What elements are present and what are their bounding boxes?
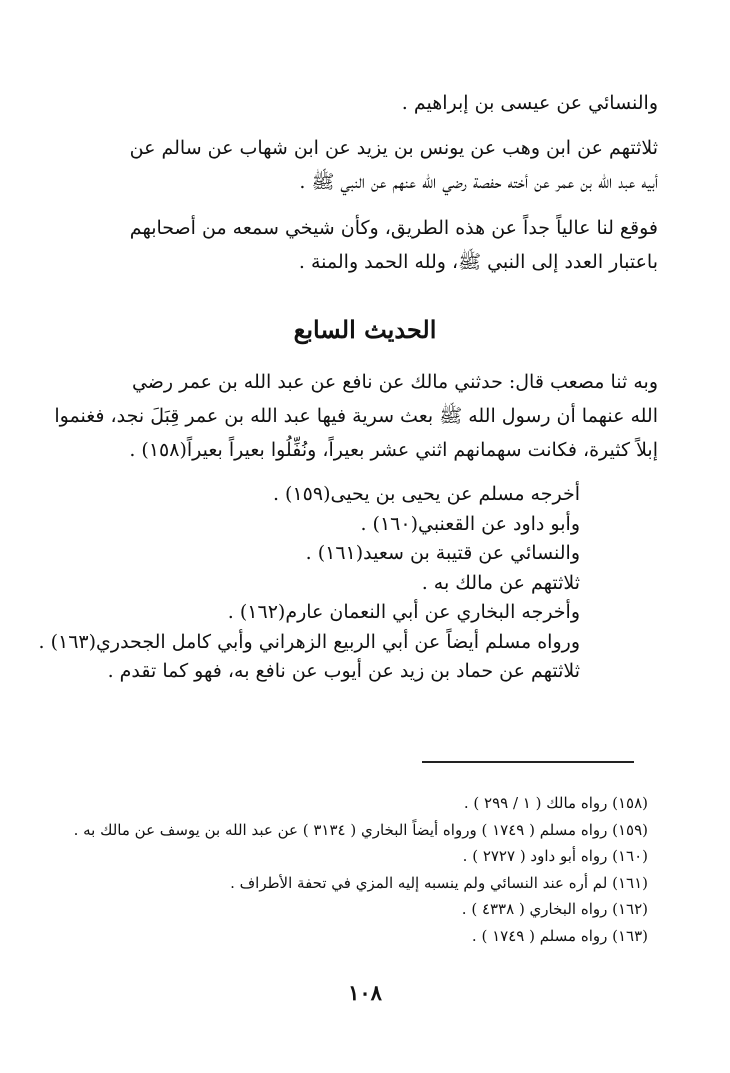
page-number: ١٠٨	[348, 980, 382, 1005]
text-line: إبلاً كثيرة، فكانت سهمانهم اثني عشر بعيراً، ونُفِّلُوا بعيراً بعيراً(١٥٨) .	[129, 439, 658, 461]
source-line: وأخرجه البخاري عن أبي النعمان عارم(١٦٢) .	[227, 601, 580, 623]
footnote: (١٥٨) رواه مالك ( ١ / ٢٩٩ ) .	[463, 794, 648, 812]
source-line: والنسائي عن قتيبة بن سعيد(١٦١) .	[305, 542, 580, 564]
hadith-text	[54, 365, 658, 467]
paragraph-ibn-wahb-chain	[70, 131, 658, 199]
footnote-divider	[422, 761, 634, 763]
source-line: وأبو داود عن القعنبي(١٦٠) .	[360, 512, 580, 535]
footnote: (١٦٠) رواه أبو داود ( ٢٧٢٧ ) .	[462, 847, 648, 865]
paragraph-remark	[70, 211, 658, 279]
text-line: فوقع لنا عالياً جداً عن هذه الطريق، وكأن شيخي سمعه من أصحابهم	[129, 217, 658, 239]
section-heading: الحديث السابع	[293, 315, 437, 344]
text-line: والنسائي عن عيسى بن إبراهيم .	[401, 92, 658, 114]
sources-list	[38, 480, 580, 687]
text-line: باعتبار العدد إلى النبي ﷺ، ولله الحمد والمنة .	[298, 251, 658, 273]
footnote: (١٦٢) رواه البخاري ( ٤٣٣٨ ) .	[461, 900, 648, 918]
text-line: أبيه عبد الله بن عمر عن أخته حفصة رضي الله عنهم عن النبي ﷺ .	[299, 171, 658, 193]
footnote: (١٥٩) رواه مسلم ( ١٧٤٩ ) ورواه أيضاً البخاري ( ٣١٣٤ ) عن عبد الله بن يوسف عن مالك به .	[73, 820, 648, 839]
footnotes	[68, 790, 648, 949]
source-line: ثلاثتهم عن حماد بن زيد عن أيوب عن نافع به، فهو كما تقدم .	[107, 660, 580, 682]
source-line: أخرجه مسلم عن يحيى بن يحيى(١٥٩) .	[272, 483, 580, 505]
text-line: وبه ثنا مصعب قال: حدثني مالك عن نافع عن عبد الله بن عمر رضي	[131, 371, 658, 393]
footnote: (١٦٣) رواه مسلم ( ١٧٤٩ ) .	[471, 926, 648, 945]
text-line: الله عنهما أن رسول الله ﷺ بعث سرية فيها عبد الله بن عمر قِبَلَ نجد، فغنموا	[54, 405, 658, 427]
source-line: ثلاثتهم عن مالك به .	[421, 571, 580, 594]
paragraph-nasai-isa	[70, 86, 658, 120]
footnote: (١٦١) لم أره عند النسائي ولم ينسبه إليه المزي في تحفة الأطراف .	[230, 873, 648, 892]
source-line: ورواه مسلم أيضاً عن أبي الربيع الزهراني وأبي كامل الجحدري(١٦٣) .	[38, 630, 580, 653]
text-line: ثلاثتهم عن ابن وهب عن يونس بن يزيد عن ابن شهاب عن سالم عن	[129, 137, 658, 159]
